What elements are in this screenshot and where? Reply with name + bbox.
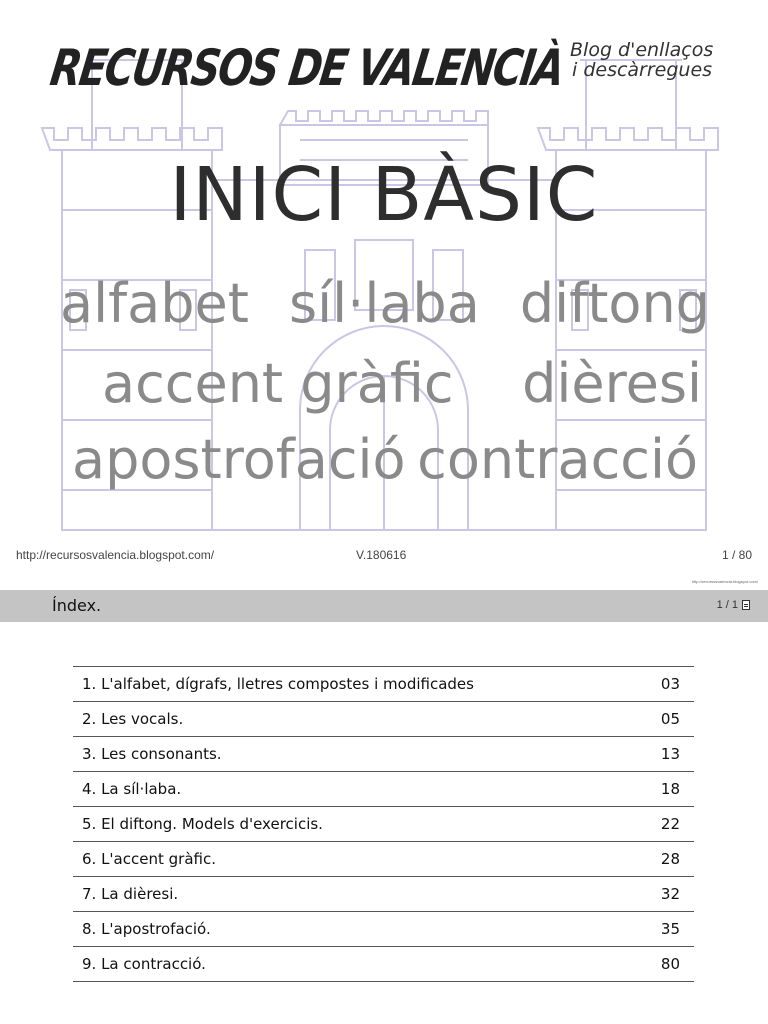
index-entry-label: 5. El diftong. Models d'exercicis. <box>82 815 323 833</box>
index-entry-page: 80 <box>660 955 680 973</box>
index-entry-label: 1. L'alfabet, dígrafs, lletres compostes i modificades <box>82 675 474 693</box>
index-entry-page: 05 <box>660 710 680 728</box>
topics-row-3 <box>72 428 698 491</box>
index-page-indicator <box>717 599 750 611</box>
topic-item: accent gràfic <box>102 352 454 415</box>
index-entry-page: 35 <box>660 920 680 938</box>
index-row <box>73 842 694 877</box>
index-table <box>73 666 694 982</box>
tiny-url: http://recursosvalencia.blogspot.com/ <box>691 579 758 584</box>
index-entry-label: 7. La dièresi. <box>82 885 179 903</box>
tagline-line-1: Blog d'enllaços <box>570 39 714 61</box>
topics-row-2 <box>72 352 732 415</box>
index-entry-page: 18 <box>660 780 680 798</box>
footer-page-number: 1 / 80 <box>721 548 752 562</box>
index-entry-page: 03 <box>660 675 680 693</box>
index-row <box>73 912 694 947</box>
footer-url: http://recursosvalencia.blogspot.com/ <box>16 548 215 562</box>
index-entry-page: 13 <box>660 745 680 763</box>
topic-item: contracció <box>417 428 698 491</box>
topics-row-1 <box>40 272 730 335</box>
topic-item: apostrofació <box>72 428 406 491</box>
index-row <box>73 667 694 702</box>
index-row <box>73 947 694 982</box>
index-entry-label: 9. La contracció. <box>82 955 206 973</box>
index-row <box>73 807 694 842</box>
topic-item: alfabet <box>60 272 249 335</box>
index-entry-label: 4. La síl·laba. <box>82 780 182 798</box>
blog-brand-title: RECURSOS DE VALENCIÀ <box>46 40 567 98</box>
topic-item: diftong <box>519 272 710 335</box>
index-entry-label: 3. Les consonants. <box>82 745 222 763</box>
topic-item: dièresi <box>522 352 702 415</box>
document-icon <box>742 600 750 610</box>
index-row <box>73 877 694 912</box>
index-entry-page: 28 <box>660 850 680 868</box>
index-entry-label: 6. L'accent gràfic. <box>82 850 216 868</box>
index-heading: Índex. <box>52 596 102 615</box>
index-entry-page: 32 <box>660 885 680 903</box>
document-title: INICI BÀSIC <box>169 152 599 238</box>
index-row <box>73 737 694 772</box>
index-entry-label: 8. L'apostrofació. <box>82 920 211 938</box>
index-page-count: 1 / 1 <box>716 599 738 611</box>
index-entry-label: 2. Les vocals. <box>82 710 184 728</box>
index-row <box>73 772 694 807</box>
index-entry-page: 22 <box>660 815 680 833</box>
index-header-bar <box>0 590 768 622</box>
footer-version: V.180616 <box>356 548 407 562</box>
index-row <box>73 702 694 737</box>
topic-item: síl·laba <box>289 272 480 335</box>
blog-tagline <box>570 40 713 80</box>
tagline-line-2: i descàrregues <box>572 59 713 81</box>
